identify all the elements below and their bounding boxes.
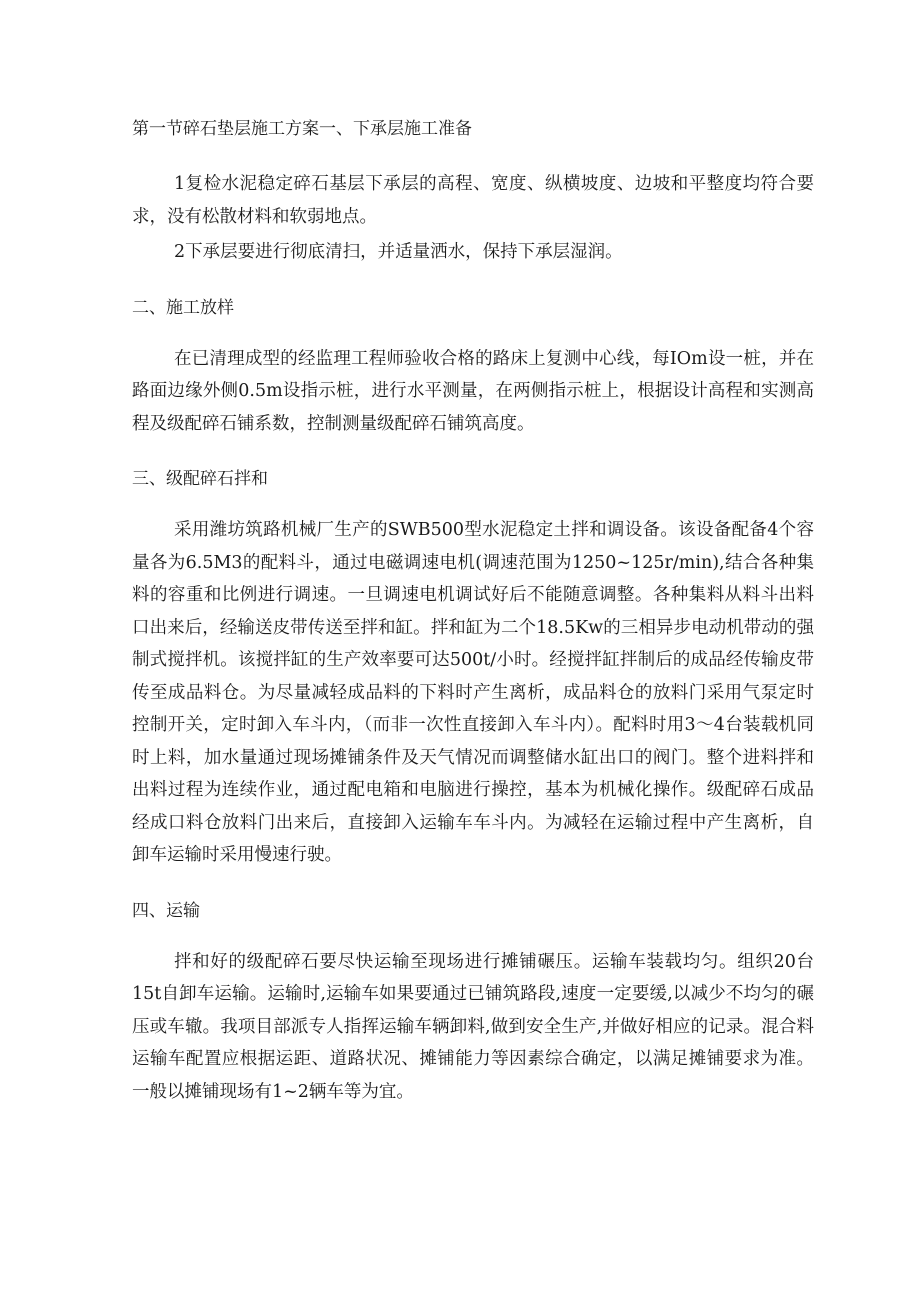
paragraph: 拌和好的级配碎石要尽快运输至现场进行摊铺碾压。运输车装载均匀。组织20台15t自卸车运输。运输时,运输车如果要通过已铺筑路段,速度一定要缓,以减少不均匀的碾压或车辙。我项目部派专人指挥运输车辆卸料,做到安全生产,并做好相应的记录。混合料运输车配置应根据运距、道路状况、摊铺能力等因素综合确定，以满足摊铺要求为准。一般以摊铺现场有1~2辆车等为宜。 — [132, 951, 814, 1102]
paragraph: 1复检水泥稳定碎石基层下承层的高程、宽度、纵横坡度、边坡和平整度均符合要求，没有松散材料和软弱地点。 — [132, 174, 814, 227]
paragraph: 2下承层要进行彻底清扫，并适量洒水，保持下承层湿润。 — [174, 242, 623, 262]
paragraph: 采用潍坊筑路机械厂生产的SWB500型水泥稳定土拌和调设备。该设备配备4个容量各为6.5M3的配料斗，通过电磁调速电机(调速范围为1250~125r∕min),结合各种集料的容重和比例进行调速。一旦调速电机调试好后不能随意调整。各种集料从料斗出料口出来后，经输送皮带传送至拌和缸。拌和缸为二个18.5Kw的三相异步电动机带动的强制式搅拌机。该搅拌缸的生产效率要可达500t∕小时。经搅拌缸拌制后的成品经传输皮带传至成品料仓。为尽量减轻成品料的下料时产生离析，成品料仓的放料门采用气泵定时控制开关，定时卸入车斗内，（而非一次性直接卸入车斗内）。配料时用3～4台装载机同时上料，加水量通过现场摊铺条件及天气情况而调整储水缸出口的阀门。整个进料拌和出料过程为连续作业，通过配电箱和电脑进行操控，基本为机械化操作。级配碎石成品经成口料仓放料门出来后，直接卸入运输车车斗内。为减轻在运输过程中产生离析，自卸车运输时采用慢速行驶。 — [132, 520, 814, 865]
document-title: 第一节碎石垫层施工方案一、下承层施工准备 — [132, 119, 472, 139]
section-title: 三、级配碎石拌和 — [132, 469, 268, 489]
paragraph: 在已清理成型的经监理工程师验收合格的路床上复测中心线，每IOm设一桩，并在路面边缘外侧0.5m设指示桩，进行水平测量，在两侧指示桩上，根据设计高程和实测高程及级配碎石铺系数，控制测量级配碎石铺筑高度。 — [132, 348, 814, 434]
section-title: 二、施工放样 — [132, 297, 234, 318]
document-page — [132, 114, 814, 1108]
section-title: 四、运输 — [132, 900, 200, 921]
